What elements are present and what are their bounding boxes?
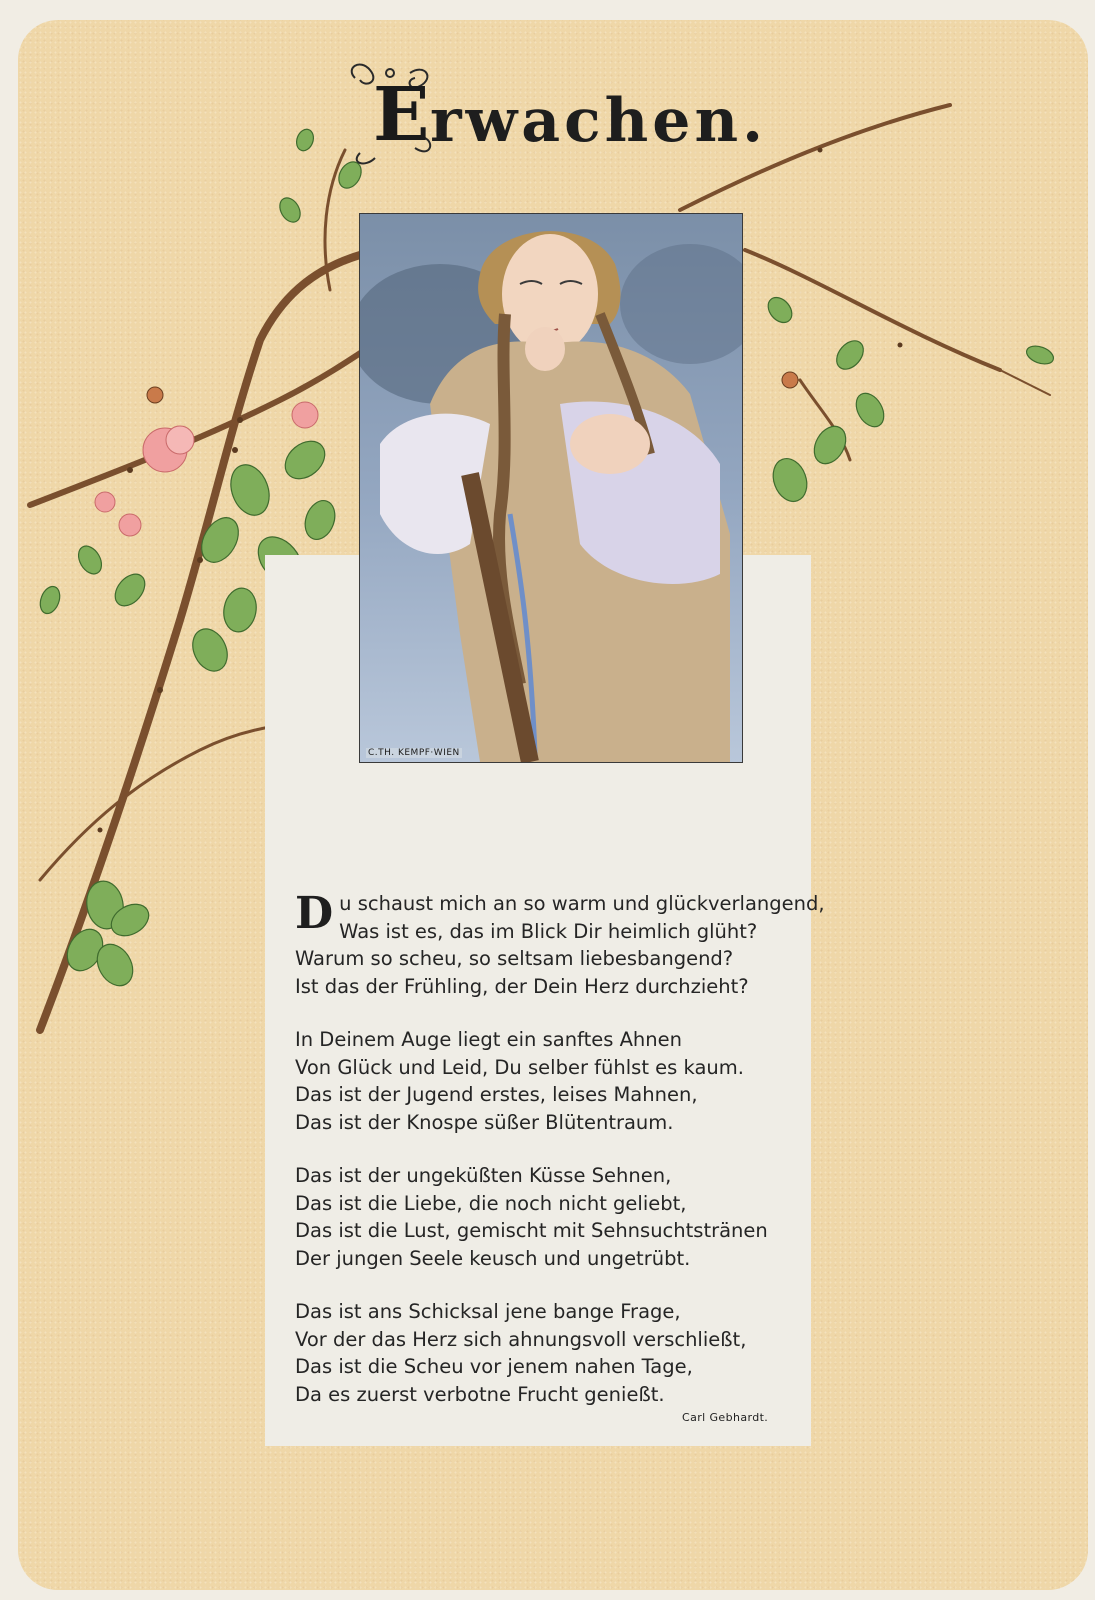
poem-title xyxy=(340,48,767,168)
illustration xyxy=(359,213,743,763)
woman-portrait-icon xyxy=(360,214,742,762)
poem-author: Carl Gebhardt. xyxy=(682,1411,769,1424)
stanza xyxy=(295,1026,805,1136)
poem-line: Das ist die Liebe, die noch nicht geliebt, xyxy=(295,1191,687,1215)
poem-line: Da es zuerst verbotne Frucht genießt. xyxy=(295,1382,665,1406)
poem-line: Das ist der Knospe süßer Blütentraum. xyxy=(295,1110,674,1134)
stanza xyxy=(295,1298,805,1408)
poem-line: Ist das der Frühling, der Dein Herz durchzieht? xyxy=(295,974,749,998)
poem-line: Das ist die Scheu vor jenem nahen Tage, xyxy=(295,1355,693,1378)
poem-line: u schaust mich an so warm und glückverlangend, xyxy=(339,892,825,915)
artist-signature: C.TH. KEMPF·WIEN xyxy=(368,748,460,758)
title-initial: E xyxy=(373,72,430,158)
poem-line: Das ist ans Schicksal jene bange Frage, xyxy=(295,1300,681,1323)
poem-line: Das ist der Jugend erstes, leises Mahnen, xyxy=(295,1083,698,1106)
drop-cap: D xyxy=(295,888,334,939)
poem-line: In Deinem Auge liegt ein sanftes Ahnen xyxy=(295,1028,682,1051)
poem-line: Vor der das Herz sich ahnungsvoll verschließt, xyxy=(295,1327,747,1351)
title-text: rwachen. xyxy=(430,86,767,156)
poem-body xyxy=(295,888,825,1434)
poem-line: Warum so scheu, so seltsam liebesbangend? xyxy=(295,947,734,970)
poem-line: Das ist der ungeküßten Küsse Sehnen, xyxy=(295,1164,672,1187)
stanza xyxy=(295,888,825,1000)
poem-line: Das ist die Lust, gemischt mit Sehnsuchtstränen xyxy=(295,1219,768,1242)
poem-line: Was ist es, das im Blick Dir heimlich glüht? xyxy=(339,919,758,943)
stanza xyxy=(295,1162,805,1272)
poem-line: Der jungen Seele keusch und ungetrübt. xyxy=(295,1246,691,1270)
poem-line: Von Glück und Leid, Du selber fühlst es kaum. xyxy=(295,1055,744,1079)
